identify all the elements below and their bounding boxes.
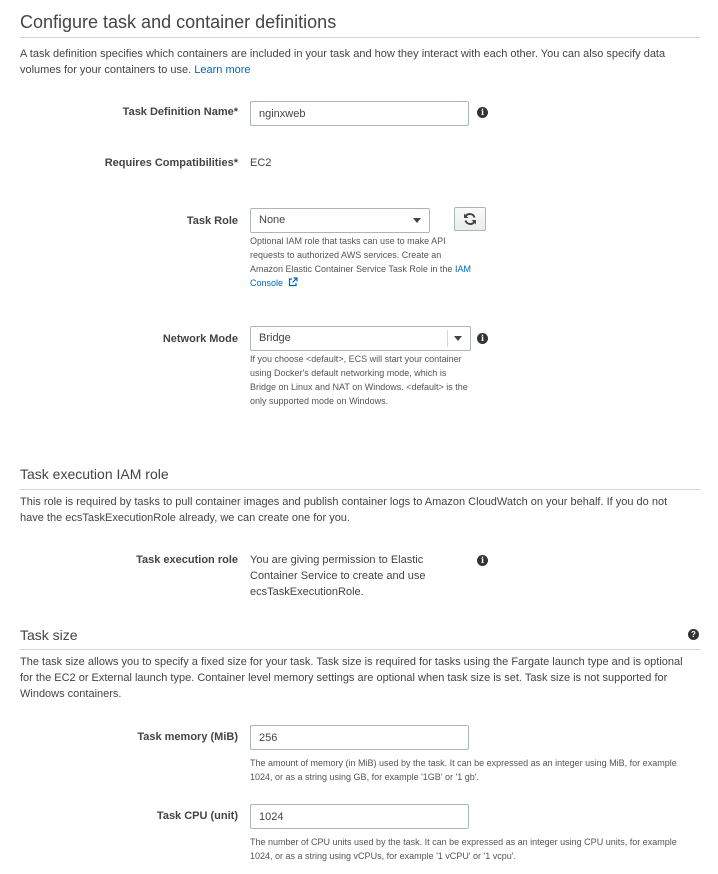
- task-memory-help: The amount of memory (in MiB) used by the task. It can be expressed as an integer using MiB, for example 1024, or as a string using GB, for example '1GB' or '1 gb'.: [250, 758, 677, 782]
- iam-console-link-text: IAM Console: [250, 264, 471, 288]
- network-mode-label: Network Mode: [162, 333, 238, 345]
- task-size-section-title: Task size: [20, 627, 78, 643]
- task-definition-name-input[interactable]: [250, 101, 469, 126]
- task-role-select[interactable]: [250, 208, 430, 233]
- chevron-down-icon: [454, 336, 462, 341]
- execution-role-divider: [20, 489, 700, 490]
- execution-role-text: You are giving permission to Elastic Container Service to create and use ecsTaskExecutionRole.: [250, 554, 426, 598]
- task-size-divider: [20, 649, 700, 650]
- info-icon[interactable]: i: [477, 333, 488, 344]
- requires-compatibilities-label: Requires Compatibilities*: [104, 157, 238, 169]
- info-icon[interactable]: i: [477, 555, 488, 566]
- network-mode-select[interactable]: [250, 326, 471, 351]
- execution-role-description: This role is required by tasks to pull container images and publish container logs to Amazon CloudWatch on your behalf. If you do not have the ecsTaskExecutionRole already, we can create one for you.: [20, 496, 668, 524]
- task-role-label: Task Role: [186, 215, 238, 227]
- page-title: Configure task and container definitions: [20, 12, 337, 32]
- task-definition-name-label: Task Definition Name*: [122, 106, 238, 118]
- task-role-help: [250, 234, 472, 290]
- select-divider: [447, 330, 448, 347]
- chevron-down-icon: [413, 218, 421, 223]
- network-mode-selected: Bridge: [259, 332, 291, 344]
- task-memory-input[interactable]: [250, 725, 469, 750]
- intro-text: A task definition specifies which containers are included in your task and how they interact with each other. You can also specify data volumes for your containers to use.: [20, 48, 666, 76]
- execution-role-label: Task execution role: [136, 554, 238, 566]
- refresh-button[interactable]: [454, 207, 486, 231]
- learn-more-link[interactable]: Learn more: [194, 64, 251, 76]
- intro-description: [20, 46, 692, 78]
- requires-compatibilities-value: EC2: [250, 157, 272, 169]
- refresh-icon: [463, 212, 477, 226]
- execution-role-section-title: Task execution IAM role: [20, 466, 169, 482]
- info-icon[interactable]: i: [477, 107, 488, 118]
- task-cpu-input[interactable]: [250, 804, 469, 829]
- task-cpu-help: The number of CPU units used by the task. It can be expressed as an integer using CPU units, for example 1024, or as a string using vCPUs, for example '1 vCPU' or '1 vcpu'.: [250, 837, 677, 861]
- task-role-selected: None: [259, 214, 286, 226]
- task-memory-label: Task memory (MiB): [137, 731, 238, 743]
- task-role-help-text: Optional IAM role that tasks can use to make API requests to authorized AWS services. Create an Amazon Elastic Container Service Task Role in the: [250, 236, 453, 274]
- network-mode-help: If you choose <default>, ECS will start your container using Docker's default networking mode, which is Bridge on Linux and NAT on Windows. <default> is the only supported mode on Windows.: [250, 354, 468, 406]
- question-icon[interactable]: ?: [688, 629, 699, 640]
- external-link-icon: [288, 277, 298, 287]
- task-cpu-label: Task CPU (unit): [156, 810, 238, 822]
- task-size-description: The task size allows you to specify a fixed size for your task. Task size is required for tasks using the Fargate launch type and is optional for the EC2 or External launch type. Container level memory settings are optional when task size is set. Task size is not supported for Windows containers.: [20, 656, 683, 700]
- title-divider: [20, 37, 700, 38]
